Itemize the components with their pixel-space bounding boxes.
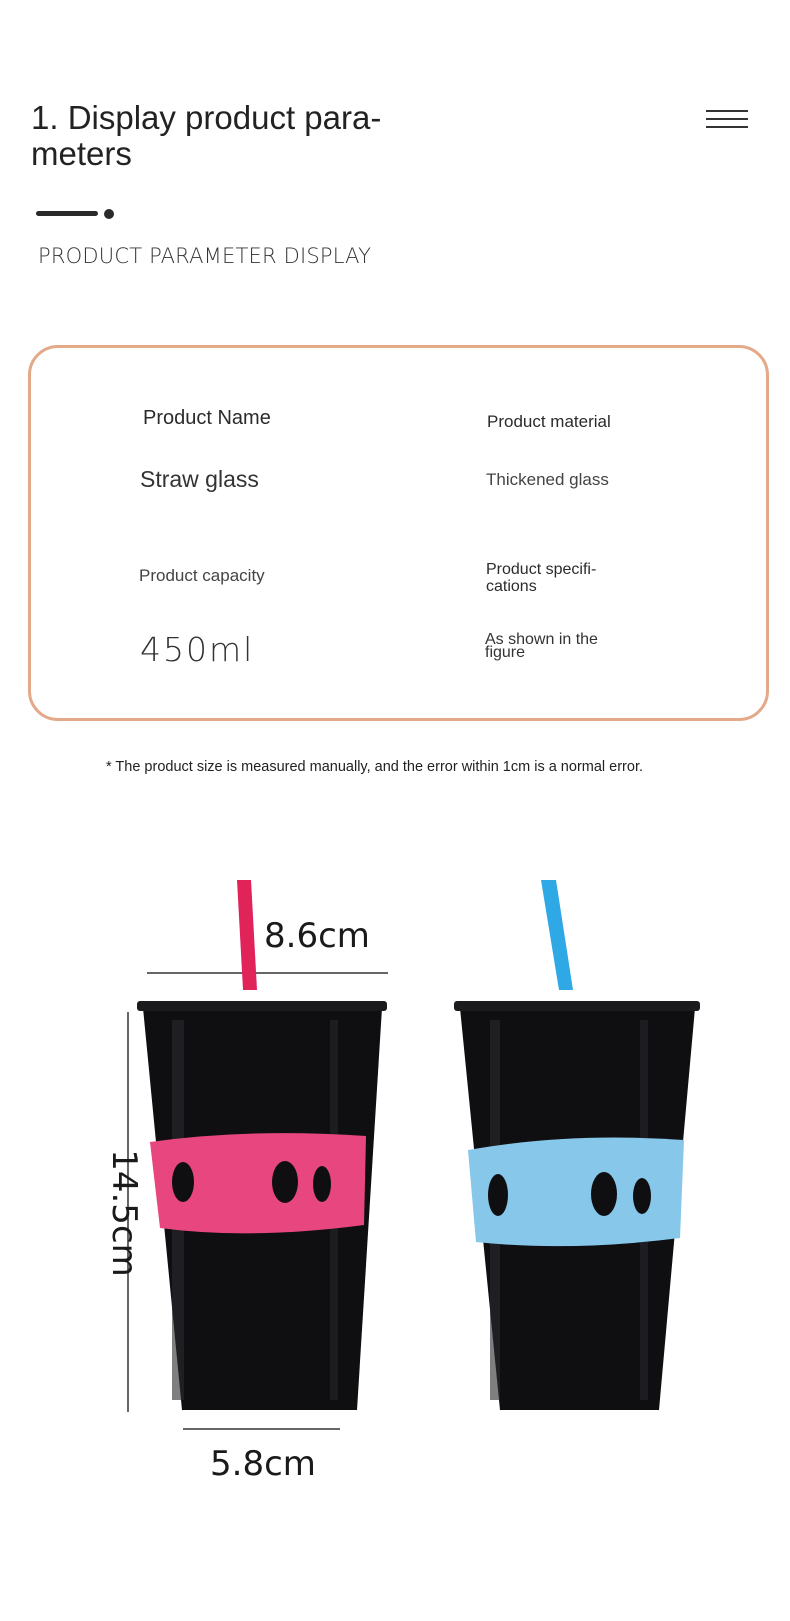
- top-width-label: 8.6cm: [264, 916, 370, 956]
- blue-cup: [454, 880, 700, 1410]
- product-name-value: Straw glass: [140, 466, 259, 492]
- section-subtitle: PRODUCT PARAMETER DISPLAY: [38, 244, 372, 268]
- decorative-line: [36, 211, 98, 216]
- product-name-label: Product Name: [143, 407, 271, 429]
- product-spec-label: Product specifi-cations: [486, 561, 597, 595]
- bottom-width-label: 5.8cm: [210, 1444, 316, 1484]
- measurement-note: * The product size is measured manually, and the error within 1cm is a normal error.: [106, 759, 644, 775]
- product-capacity-value: 450ml: [140, 630, 255, 669]
- height-label: 14.5cm: [103, 1149, 144, 1277]
- product-material-value: Thickened glass: [486, 470, 609, 489]
- product-material-label: Product material: [487, 412, 611, 431]
- product-spec-value: As shown in the figure: [485, 631, 598, 661]
- pink-cup: [137, 880, 387, 1410]
- product-capacity-label: Product capacity: [139, 566, 265, 585]
- hamburger-menu-icon[interactable]: [706, 108, 748, 130]
- decorative-dot: [104, 209, 114, 219]
- page-title: 1. Display product para-meters: [31, 99, 382, 172]
